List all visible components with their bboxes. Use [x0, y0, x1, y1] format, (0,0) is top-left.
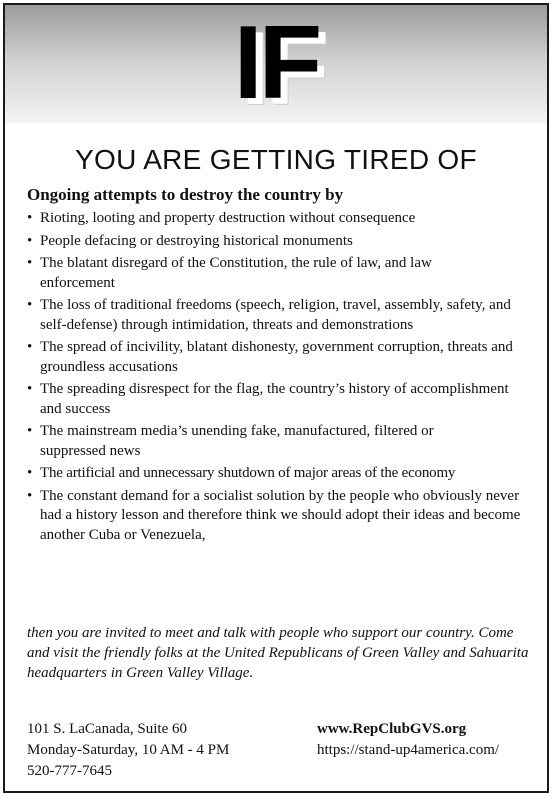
website-info [317, 719, 499, 761]
list-item: • The mainstream media’s unending fake, manufactured, filtered or suppressed news [27, 422, 460, 461]
list-item: • The spread of incivility, blatant dishonesty, government corruption, threats and groundless accusations [27, 338, 537, 377]
lead-text: Ongoing attempts to destroy the country by [27, 185, 344, 204]
page-title: YOU ARE GETTING TIRED OF [75, 144, 477, 175]
hours-text: Monday-Saturday, 10 AM - 4 PM [27, 742, 230, 758]
address-text: 101 S. LaCanada, Suite 60 [27, 721, 187, 737]
advertisement [3, 3, 549, 793]
contact-info [27, 719, 229, 782]
website-link-repclub[interactable]: www.RepClubGVS.org [317, 721, 467, 737]
bullet-list [27, 209, 537, 548]
list-item: • The loss of traditional freedoms (speech, religion, travel, assembly, safety, and self-defense) through intimidation, threats and demonstrations [27, 296, 537, 335]
list-item: • The artificial and unnecessary shutdown of major areas of the economy [27, 464, 537, 484]
big-if-heading: IF [233, 5, 319, 121]
phone-text: 520-777-7645 [27, 763, 112, 779]
list-item: • The spreading disrespect for the flag, the country’s history of accomplishment and success [27, 380, 510, 419]
header-banner [5, 5, 547, 123]
list-item: • The constant demand for a socialist solution by the people who obviously never had a history lesson and therefore think we should adopt their ideas and become another Cuba or Venezuela, [27, 487, 530, 546]
list-item: • Rioting, looting and property destruction without consequence [27, 209, 537, 229]
list-item: • People defacing or destroying historical monuments [27, 232, 537, 252]
list-item: • The blatant disregard of the Constitution, the rule of law, and law enforcement [27, 254, 460, 293]
closing-invitation: then you are invited to meet and talk with people who support our country. Come and visit the friendly folks at the United Republicans of Green Valley and Sahuarita headquarters in Green Valley Village. [27, 625, 529, 681]
website-link-standup[interactable]: https://stand-up4america.com/ [317, 742, 500, 758]
